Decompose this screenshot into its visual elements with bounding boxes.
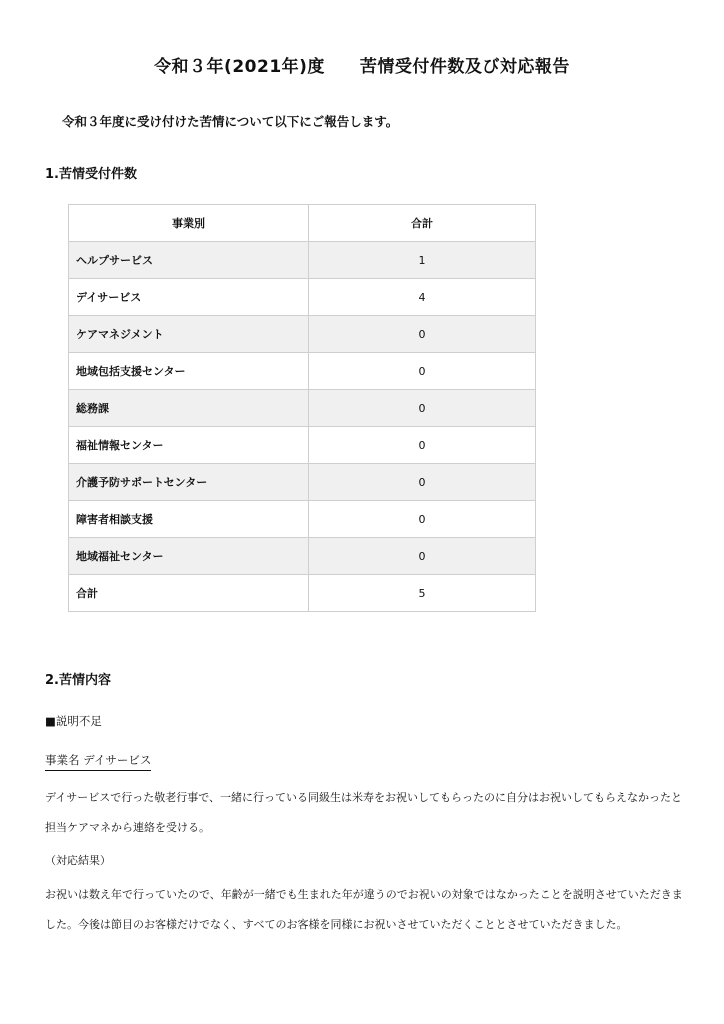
intro-text: 令和３年度に受け付けた苦情について以下にご報告します。 [62,114,399,129]
section-2-heading: 2.苦情内容 [45,673,111,688]
row-name: 地域福祉センター [69,538,309,575]
row-name: 総務課 [69,390,309,427]
table-row [69,501,536,538]
row-name: ヘルプサービス [69,242,309,279]
row-count: 0 [309,316,536,353]
table-row [69,279,536,316]
row-name: 地域包括支援センター [69,353,309,390]
row-count: 0 [309,538,536,575]
table-header-row [69,205,536,242]
row-name: デイサービス [69,279,309,316]
row-count: 0 [309,501,536,538]
table-row [69,538,536,575]
row-count: 4 [309,279,536,316]
business-name: 事業名 デイサービス [45,752,151,771]
table-row [69,427,536,464]
row-count: 0 [309,390,536,427]
row-name: 合計 [69,575,309,612]
table-row-total [69,575,536,612]
row-count: 0 [309,464,536,501]
row-name: ケアマネジメント [69,316,309,353]
row-count: 5 [309,575,536,612]
table-row [69,242,536,279]
result-label: （対応結果） [45,854,111,867]
header-total: 合計 [309,205,536,242]
row-count: 0 [309,427,536,464]
row-name: 福祉情報センター [69,427,309,464]
section-1-heading: 1.苦情受付件数 [45,167,137,182]
row-count: 0 [309,353,536,390]
table-row [69,464,536,501]
complaint-description: デイサービスで行った敬老行事で、一緒に行っている同級生は米寿をお祝いしてもらったのに自分はお祝いしてもらえなかったと担当ケアマネから連絡を受ける。 [45,791,683,834]
complaints-table [68,204,536,612]
complaint-category: ■説明不足 [45,714,102,728]
table-row [69,390,536,427]
header-business: 事業別 [69,205,309,242]
row-count: 1 [309,242,536,279]
row-name: 障害者相談支援 [69,501,309,538]
table-row [69,316,536,353]
row-name: 介護予防サポートセンター [69,464,309,501]
result-description: お祝いは数え年で行っていたので、年齢が一緒でも生まれた年が違うのでお祝いの対象ではなかったことを説明させていただきました。今後は節目のお客様だけでなく、すべてのお客様を同様にお祝いさせていただくこととさせていただきました。 [45,888,683,931]
table-row [69,353,536,390]
page-title: 令和３年(2021年)度 苦情受付件数及び対応報告 [154,57,570,77]
